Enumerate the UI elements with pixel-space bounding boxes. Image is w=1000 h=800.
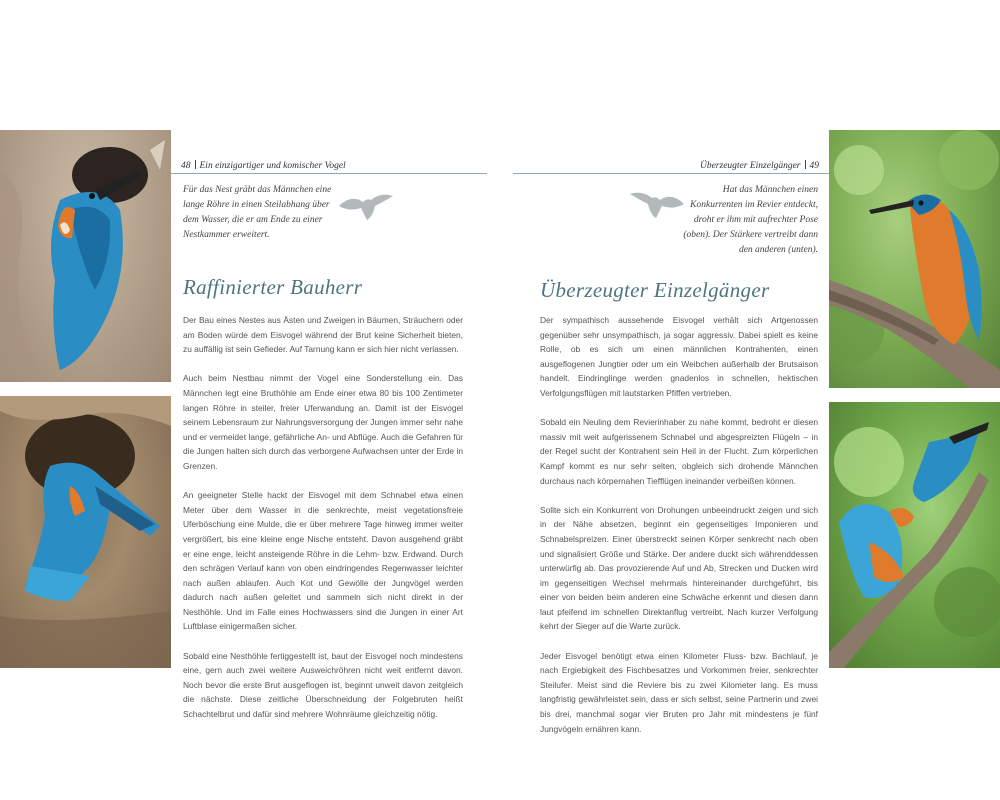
paragraph: An geeigneter Stelle hackt der Eisvogel mit dem Schnabel etwa einen Meter über dem Wasser in die senkrechte, meist vegetationsfreie Uferböschung eine Mulde, die er über mehrere Tage hinweg immer weiter vergrößert, bis eine kleine enge Nische entsteht. Davon ausgehend gräbt er eine enge, leicht ansteigende Röhre in die Lehm- bzw. Erdwand. Durch den schrägen Verlauf kann von oben eindringendes Regenwasser leichter nach außen ablaufen. Auch Kot und Gewölle der Jungvögel werden dadurch nach außen geleitet und sammeln sich nicht direkt in der Nesthöhle. Und im Falle eines Hochwassers sind die Jungen in einer Art Luftblase einigermaßen sicher. <box>183 490 463 632</box>
page-number-right: 49 <box>809 161 819 171</box>
separator-bar <box>805 160 806 169</box>
photo-kingfisher-at-nest-hole <box>0 130 171 382</box>
paragraph: Der sympathisch aussehende Eisvogel verhält sich Artgenossen gegenüber sehr unsympathisch, ja sogar aggressiv. Dabei spielt es keine Rolle, ob es sich um einen männlichen Kontrahenten, einen ausgeflogenen Jungtier oder um ein Weibchen außerhalb der Brutsaison handelt. Eindringlinge werden gnadenlos in schnellen, hektischen Verfolgungsflügen mit lautstarken Pfiffen vertrieben. <box>540 315 818 398</box>
paragraph: Sobald ein Neuling dem Revierinhaber zu nahe kommt, bedroht er diesen massiv mit weit aufgerissenem Schnabel und abgespreizten Flügeln – in der Regel sucht der Kontrahent sein Heil in der Flucht. Zum körperlichen Kampf kommt es nur sehr selten, obgleich sich drohende Männchen durchaus nach körpernahen Tiefflügen ineinander verbeißen können. <box>540 417 818 486</box>
section-heading-right: Überzeugter Einzelgänger <box>540 278 770 302</box>
header-rule-left <box>171 173 487 174</box>
photo-kingfisher-entering-burrow <box>0 396 171 668</box>
paragraph: Sobald eine Nesthöhle fertiggestellt ist, baut der Eisvogel noch mindestens eine, gern auch zwei weitere Ausweichröhren nicht weit entfernt davon. Noch bevor die erste Brut ausgeflogen ist, beginnt unweit davon zeitgleich die nächste. Diese zeitliche Überschneidung der Folgebruten heißt Schachtelbrut und dafür sind mehrere Wohnräume gleichzeitig nötig. <box>183 650 463 720</box>
caption-left: Für das Nest gräbt das Männchen eine lange Röhre in einen Steilabhang über dem Wasser, die er am Ende zu einer Nestkammer erweitert. <box>183 185 332 240</box>
book-spread <box>0 130 1000 734</box>
photo-kingfisher-threat-pose <box>829 130 1000 388</box>
running-head-right <box>700 160 819 171</box>
paragraph: Sollte sich ein Konkurrent von Drohungen unbeeindruckt zeigen und sich in der Nähe absetzen, beginnt ein gegenseitiges Imponieren und Schnabelspreizen. Einer überstreckt seinen Körper senkrecht nach oben und signalisiert Größe und Stärke. Der andere duckt sich währenddessen unterwürfig ab. Das provozierende Auf und Ab, Strecken und Ducken wird im gegenseitigen Wechsel mehrmals hintereinander durchgeführt, bis einer von beiden beim anderen eine Schwäche erkennt und diesen dann laut pfeifend im schnellen Direktanflug vertreibt. Nach kurzer Verfolgung kehrt der Sieger auf die Warte zurück. <box>540 504 818 632</box>
running-head-left <box>181 160 346 171</box>
paragraph: Auch beim Nestbau nimmt der Vogel eine Sonderstellung ein. Das Männchen legt eine Bruthöhle am Ende einer etwa 80 bis 100 Zentimeter langen Röhre in steiler, freier Uferwandung an. Damit ist der Eisvogel seinem Lebensraum zur Nahrungsversorgung der Jungen immer sehr nahe und er vermeidet lange, gefährliche An- und Abflüge. Auch die Gefahren für die Jungen halten sich durch das verborgene Aufwachsen unter der Erde in Grenzen. <box>183 373 463 471</box>
body-text-right <box>540 313 818 751</box>
header-rule-right <box>513 173 829 174</box>
photo-kingfishers-fighting <box>829 402 1000 668</box>
paragraph: Jeder Eisvogel benötigt etwa einen Kilometer Fluss- bzw. Bachlauf, je nach Ergiebigkeit des Fischbesatzes und Vorkommen freier, senkrechter Steilufer. Meist sind die Reviere bis zu zwei Kilometer lang. Es muss langfristig gewährleistet sein, dass er sich selbst, seine Partnerin und zwei bis drei, manchmal sogar vier Bruten pro Jahr mit mindestens je fünf Jungvögeln ernähren kann. <box>540 650 818 734</box>
section-heading-left: Raffinierter Bauherr <box>183 275 363 299</box>
running-title-right: Überzeugter Einzelgänger <box>699 161 801 171</box>
caption-right: Hat das Männchen einen Konkurrenten im Revier entdeckt, droht er ihm mit aufrechter Pose (oben). Der Stärkere vertreibt dann den anderen (unten). <box>683 185 818 255</box>
flying-bird-icon <box>337 190 395 222</box>
flying-bird-icon <box>628 188 686 220</box>
page-number-left: 48 <box>181 161 191 171</box>
running-title-left: Ein einzigartiger und komischer Vogel <box>199 161 346 171</box>
separator-bar <box>195 160 196 169</box>
body-text-left <box>183 313 463 736</box>
paragraph: Der Bau eines Nestes aus Ästen und Zweigen in Bäumen, Sträuchern oder am Boden würde dem Eisvogel während der Brut keine Sicherheit bieten, zu auffällig ist sein Gefieder. Auf Tarnung kann er sich hier nicht verlassen. <box>183 315 463 355</box>
